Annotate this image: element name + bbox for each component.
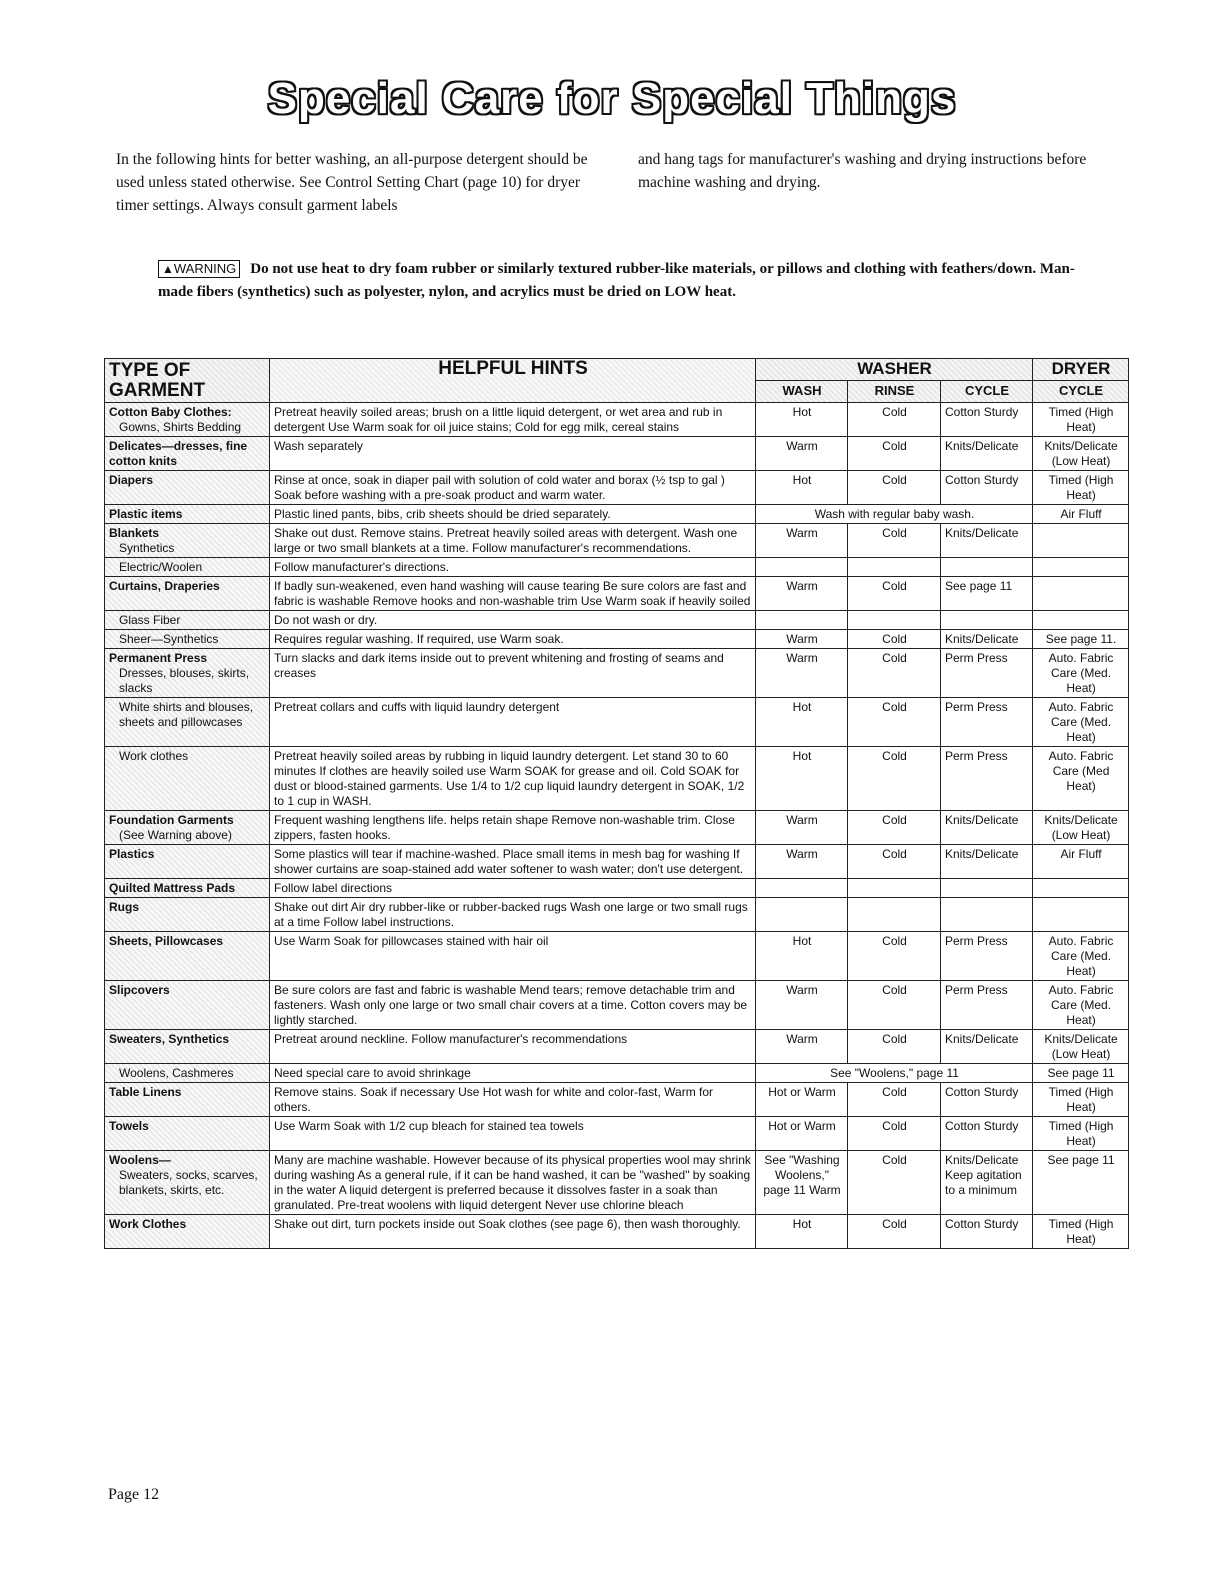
dryer-cycle: Timed (High Heat) xyxy=(1033,1083,1129,1117)
garment-type: Table Linens xyxy=(109,1085,182,1099)
dryer-cycle xyxy=(1033,879,1129,898)
garment-cell xyxy=(105,845,270,879)
table-row xyxy=(105,1030,1129,1064)
helpful-hint: Follow manufacturer's directions. xyxy=(270,558,756,577)
garment-type: Plastic items xyxy=(109,507,183,521)
table-row xyxy=(105,698,1129,747)
washer-cycle: Perm Press xyxy=(941,981,1033,1030)
rinse-setting: Cold xyxy=(848,471,941,505)
helpful-hint: Use Warm Soak with 1/2 cup bleach for stained tea towels xyxy=(270,1117,756,1151)
page-number: Page 12 xyxy=(108,1486,160,1503)
rinse-setting xyxy=(848,558,941,577)
helpful-hint: Frequent washing lengthens life. helps retain shape Remove non-washable trim. Close zippers, fasten hooks. xyxy=(270,811,756,845)
garment-cell xyxy=(105,1064,270,1083)
wash-setting: Warm xyxy=(756,649,848,698)
rinse-setting: Cold xyxy=(848,811,941,845)
table-row xyxy=(105,1151,1129,1215)
washer-cycle: Perm Press xyxy=(941,698,1033,747)
table-row xyxy=(105,1215,1129,1249)
garment-subtype: (See Warning above) xyxy=(119,828,232,842)
wash-setting: Warm xyxy=(756,437,848,471)
header-cycle: CYCLE xyxy=(941,381,1033,403)
dryer-cycle: Auto. Fabric Care (Med. Heat) xyxy=(1033,698,1129,747)
garment-type: Slipcovers xyxy=(109,983,170,997)
table-row xyxy=(105,577,1129,611)
garment-cell xyxy=(105,630,270,649)
dryer-cycle: Timed (High Heat) xyxy=(1033,1117,1129,1151)
dryer-cycle: Auto. Fabric Care (Med. Heat) xyxy=(1033,649,1129,698)
garment-cell xyxy=(105,698,270,747)
dryer-cycle: Knits/Delicate (Low Heat) xyxy=(1033,811,1129,845)
table-row xyxy=(105,505,1129,524)
intro-text-left: In the following hints for better washing, an all-purpose detergent should be used unless stated otherwise. See Control Setting Chart (page 10) for dryer timer settings. Always consult garment labels xyxy=(116,151,588,214)
garment-type: Plastics xyxy=(109,847,155,861)
dryer-cycle: See page 11 xyxy=(1033,1151,1129,1215)
garment-subtype: Work clothes xyxy=(119,749,189,763)
helpful-hint: Some plastics will tear if machine-washed. Place small items in mesh bag for washing If shower curtains are soap-stained add water softener to wash water; don't use detergent. xyxy=(270,845,756,879)
helpful-hint: Plastic lined pants, bibs, crib sheets should be dried separately. xyxy=(270,505,756,524)
dryer-cycle: Auto. Fabric Care (Med. Heat) xyxy=(1033,981,1129,1030)
garment-cell xyxy=(105,747,270,811)
dryer-cycle xyxy=(1033,611,1129,630)
garment-subtype: Glass Fiber xyxy=(119,613,181,627)
washer-cycle: Cotton Sturdy xyxy=(941,1117,1033,1151)
wash-setting: Warm xyxy=(756,630,848,649)
washer-merged-note: Wash with regular baby wash. xyxy=(756,505,1033,524)
dryer-cycle: Auto. Fabric Care (Med. Heat) xyxy=(1033,932,1129,981)
garment-cell xyxy=(105,932,270,981)
garment-cell xyxy=(105,1083,270,1117)
washer-cycle: Perm Press xyxy=(941,932,1033,981)
washer-cycle: Knits/Delicate xyxy=(941,845,1033,879)
washer-cycle: Knits/Delicate xyxy=(941,811,1033,845)
washer-cycle: Cotton Sturdy xyxy=(941,1083,1033,1117)
garment-cell xyxy=(105,524,270,558)
wash-setting: Hot xyxy=(756,932,848,981)
helpful-hint: Pretreat around neckline. Follow manufacturer's recommendations xyxy=(270,1030,756,1064)
wash-setting: Hot xyxy=(756,403,848,437)
rinse-setting: Cold xyxy=(848,1151,941,1215)
rinse-setting: Cold xyxy=(848,698,941,747)
table-row xyxy=(105,649,1129,698)
rinse-setting: Cold xyxy=(848,932,941,981)
garment-type: Rugs xyxy=(109,900,139,914)
dryer-cycle: See page 11. xyxy=(1033,630,1129,649)
warning-triangle-icon: ▲ xyxy=(162,262,174,276)
helpful-hint: Shake out dirt Air dry rubber-like or rubber-backed rugs Wash one large or two small rugs at a time Follow label instructions. xyxy=(270,898,756,932)
table-row xyxy=(105,524,1129,558)
table-row xyxy=(105,558,1129,577)
wash-setting xyxy=(756,879,848,898)
garment-cell xyxy=(105,577,270,611)
dryer-cycle xyxy=(1033,577,1129,611)
garment-type: Towels xyxy=(109,1119,149,1133)
wash-setting: Warm xyxy=(756,981,848,1030)
rinse-setting: Cold xyxy=(848,845,941,879)
rinse-setting: Cold xyxy=(848,1030,941,1064)
washer-cycle: Perm Press xyxy=(941,649,1033,698)
washer-cycle: Perm Press xyxy=(941,747,1033,811)
garment-cell xyxy=(105,505,270,524)
garment-type: Woolens— xyxy=(109,1153,171,1167)
table-row xyxy=(105,981,1129,1030)
table-row xyxy=(105,932,1129,981)
wash-setting xyxy=(756,611,848,630)
table-row xyxy=(105,845,1129,879)
rinse-setting xyxy=(848,898,941,932)
wash-setting: Hot xyxy=(756,698,848,747)
table-row xyxy=(105,811,1129,845)
table-row xyxy=(105,403,1129,437)
wash-setting xyxy=(756,898,848,932)
wash-setting: Hot or Warm xyxy=(756,1117,848,1151)
table-row xyxy=(105,898,1129,932)
helpful-hint: Shake out dirt, turn pockets inside out Soak clothes (see page 6), then wash thoroughly. xyxy=(270,1215,756,1249)
helpful-hint: Requires regular washing. If required, use Warm soak. xyxy=(270,630,756,649)
garment-cell xyxy=(105,1151,270,1215)
warning-tag-label: WARNING xyxy=(173,261,237,276)
garment-cell xyxy=(105,611,270,630)
rinse-setting: Cold xyxy=(848,403,941,437)
helpful-hint: Need special care to avoid shrinkage xyxy=(270,1064,756,1083)
garment-cell xyxy=(105,981,270,1030)
care-table-body xyxy=(105,403,1129,1249)
dryer-cycle: See page 11 xyxy=(1033,1064,1129,1083)
garment-cell xyxy=(105,898,270,932)
rinse-setting: Cold xyxy=(848,1083,941,1117)
washer-cycle: Cotton Sturdy xyxy=(941,1215,1033,1249)
dryer-cycle: Timed (High Heat) xyxy=(1033,471,1129,505)
table-header-row-1 xyxy=(105,359,1129,381)
dryer-cycle: Air Fluff xyxy=(1033,505,1129,524)
header-washer: WASHER xyxy=(756,359,1033,381)
wash-setting: See "Washing Woolens," page 11 Warm xyxy=(756,1151,848,1215)
wash-setting: Hot xyxy=(756,471,848,505)
garment-subtype: Gowns, Shirts Bedding xyxy=(119,420,242,434)
washer-cycle xyxy=(941,611,1033,630)
table-row xyxy=(105,879,1129,898)
dryer-cycle: Auto. Fabric Care (Med Heat) xyxy=(1033,747,1129,811)
washer-cycle: Knits/Delicate xyxy=(941,1030,1033,1064)
garment-type: Cotton Baby Clothes: xyxy=(109,405,232,419)
rinse-setting: Cold xyxy=(848,649,941,698)
garment-type: Work Clothes xyxy=(109,1217,187,1231)
page-title: Special Care for Special Things xyxy=(267,74,957,123)
rinse-setting: Cold xyxy=(848,981,941,1030)
dryer-cycle: Knits/Delicate (Low Heat) xyxy=(1033,1030,1129,1064)
helpful-hint: Turn slacks and dark items inside out to prevent whitening and frosting of seams and creases xyxy=(270,649,756,698)
garment-cell xyxy=(105,471,270,505)
header-rinse: RINSE xyxy=(848,381,941,403)
garment-cell xyxy=(105,558,270,577)
helpful-hint: Follow label directions xyxy=(270,879,756,898)
garment-cell xyxy=(105,403,270,437)
helpful-hint: Wash separately xyxy=(270,437,756,471)
rinse-setting: Cold xyxy=(848,1215,941,1249)
helpful-hint: Use Warm Soak for pillowcases stained with hair oil xyxy=(270,932,756,981)
rinse-setting: Cold xyxy=(848,524,941,558)
garment-subtype: Sheer—Synthetics xyxy=(119,632,219,646)
washer-cycle xyxy=(941,558,1033,577)
helpful-hint: Pretreat heavily soiled areas; brush on a little liquid detergent, or wet area and rub in detergent Use Warm soak for oil juice stains; Cold for egg milk, cereal stains xyxy=(270,403,756,437)
garment-cell xyxy=(105,1117,270,1151)
wash-setting: Warm xyxy=(756,1030,848,1064)
header-dryer-cycle: CYCLE xyxy=(1033,381,1129,403)
garment-type: Blankets xyxy=(109,526,160,540)
garment-cell xyxy=(105,879,270,898)
rinse-setting: Cold xyxy=(848,577,941,611)
wash-setting: Hot xyxy=(756,1215,848,1249)
garment-type: Quilted Mattress Pads xyxy=(109,881,236,895)
rinse-setting xyxy=(848,611,941,630)
wash-setting: Warm xyxy=(756,524,848,558)
washer-cycle: Cotton Sturdy xyxy=(941,471,1033,505)
table-row xyxy=(105,471,1129,505)
wash-setting: Hot xyxy=(756,747,848,811)
table-row xyxy=(105,630,1129,649)
table-row xyxy=(105,611,1129,630)
garment-cell xyxy=(105,649,270,698)
wash-setting xyxy=(756,558,848,577)
rinse-setting xyxy=(848,879,941,898)
washer-cycle xyxy=(941,898,1033,932)
washer-cycle: Knits/Delicate xyxy=(941,630,1033,649)
helpful-hint: Pretreat collars and cuffs with liquid laundry detergent xyxy=(270,698,756,747)
warning-tag xyxy=(158,260,240,278)
garment-subtype: Synthetics xyxy=(119,541,175,555)
table-row xyxy=(105,1083,1129,1117)
helpful-hint: Pretreat heavily soiled areas by rubbing in liquid laundry detergent. Let stand 30 to 60 minutes If clothes are heavily soiled use Warm SOAK for grease and oil. Cold SOAK for dust or blood-stained garments. Use 1/4 to 1/2 cup liquid laundry detergent in SOAK, 1/2 to 1 cup in WASH. xyxy=(270,747,756,811)
dryer-cycle: Timed (High Heat) xyxy=(1033,1215,1129,1249)
dryer-cycle: Timed (High Heat) xyxy=(1033,403,1129,437)
helpful-hint: If badly sun-weakened, even hand washing will cause tearing Be sure colors are fast and fabric is washable Remove hooks and non-washable trim Use Warm soak if heavily soiled xyxy=(270,577,756,611)
garment-cell xyxy=(105,1030,270,1064)
dryer-cycle xyxy=(1033,558,1129,577)
helpful-hint: Rinse at once, soak in diaper pail with solution of cold water and borax (½ tsp to gal ) Soak before washing with a pre-soak product and warm water. xyxy=(270,471,756,505)
wash-setting: Warm xyxy=(756,577,848,611)
washer-cycle xyxy=(941,879,1033,898)
care-table xyxy=(104,358,1129,1249)
header-helpful-hints: HELPFUL HINTS xyxy=(270,359,756,403)
washer-cycle: Knits/Delicate xyxy=(941,524,1033,558)
garment-subtype: Woolens, Cashmeres xyxy=(119,1066,234,1080)
garment-subtype: White shirts and blouses, sheets and pillowcases xyxy=(119,700,254,729)
washer-merged-note: See "Woolens," page 11 xyxy=(756,1064,1033,1083)
rinse-setting: Cold xyxy=(848,437,941,471)
wash-setting: Warm xyxy=(756,845,848,879)
wash-setting: Hot or Warm xyxy=(756,1083,848,1117)
header-wash: WASH xyxy=(756,381,848,403)
helpful-hint: Be sure colors are fast and fabric is washable Mend tears; remove detachable trim and fasteners. Wash only one large or two small chair covers at a time. Cotton covers may be lightly starched. xyxy=(270,981,756,1030)
helpful-hint: Do not wash or dry. xyxy=(270,611,756,630)
garment-type: Sheets, Pillowcases xyxy=(109,934,224,948)
helpful-hint: Remove stains. Soak if necessary Use Hot wash for white and color-fast, Warm for others. xyxy=(270,1083,756,1117)
table-row xyxy=(105,437,1129,471)
dryer-cycle: Air Fluff xyxy=(1033,845,1129,879)
washer-cycle: Knits/Delicate xyxy=(941,437,1033,471)
garment-subtype: Dresses, blouses, skirts, slacks xyxy=(119,666,250,695)
washer-cycle: See page 11 xyxy=(941,577,1033,611)
dryer-cycle xyxy=(1033,898,1129,932)
garment-cell xyxy=(105,811,270,845)
garment-type: Curtains, Draperies xyxy=(109,579,220,593)
helpful-hint: Shake out dust. Remove stains. Pretreat heavily soiled areas with detergent. Wash one large or two small blankets at a time. Follow manufacturer's recommendations. xyxy=(270,524,756,558)
garment-cell xyxy=(105,437,270,471)
rinse-setting: Cold xyxy=(848,1117,941,1151)
garment-cell xyxy=(105,1215,270,1249)
wash-setting: Warm xyxy=(756,811,848,845)
warning-text: Do not use heat to dry foam rubber or similarly textured rubber-like materials, or pillows and clothing with feathers/down. Man-made fibers (synthetics) such as polyester, nylon, and acrylics must be dried on LOW heat. xyxy=(158,261,1075,300)
washer-cycle: Knits/Delicate Keep agitation to a minimum xyxy=(941,1151,1033,1215)
table-row xyxy=(105,1064,1129,1083)
garment-subtype: Sweaters, socks, scarves, blankets, skirts, etc. xyxy=(119,1168,258,1197)
garment-type: Sweaters, Synthetics xyxy=(109,1032,230,1046)
intro-text-right: and hang tags for manufacturer's washing and drying instructions before machine washing and drying. xyxy=(638,151,1087,191)
washer-cycle: Cotton Sturdy xyxy=(941,403,1033,437)
header-dryer: DRYER xyxy=(1033,359,1129,381)
garment-type: Diapers xyxy=(109,473,154,487)
garment-subtype: Electric/Woolen xyxy=(119,560,203,574)
header-type-of-garment: TYPE OF GARMENT xyxy=(105,359,270,403)
rinse-setting: Cold xyxy=(848,630,941,649)
dryer-cycle: Knits/Delicate (Low Heat) xyxy=(1033,437,1129,471)
garment-type: Delicates—dresses, fine cotton knits xyxy=(109,439,248,468)
rinse-setting: Cold xyxy=(848,747,941,811)
dryer-cycle xyxy=(1033,524,1129,558)
garment-type: Foundation Garments xyxy=(109,813,234,827)
table-row xyxy=(105,747,1129,811)
warning-notice xyxy=(158,258,1098,304)
helpful-hint: Many are machine washable. However because of its physical properties wool may shrink during washing As a general rule, if it can be hand washed, it can be "washed" by soaking in the water A liquid detergent is preferred because it dissolves faster in a soak than granulated. Pre-treat woolens with liquid detergent Never use chlorine bleach xyxy=(270,1151,756,1215)
garment-type: Permanent Press xyxy=(109,651,208,665)
table-row xyxy=(105,1117,1129,1151)
